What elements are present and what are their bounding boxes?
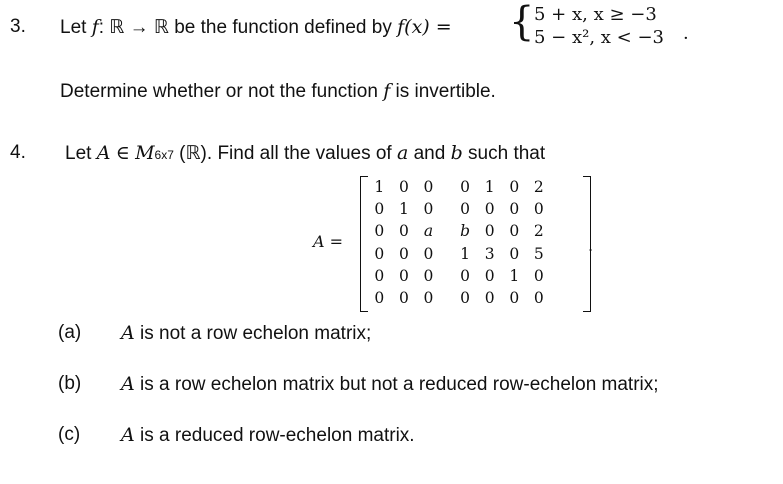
part-b-body: is a row echelon matrix but not a reduced row-echelon matrix; bbox=[140, 374, 659, 395]
problem-3-task-end: is invertible. bbox=[395, 81, 496, 102]
matrix-cell: 0 bbox=[509, 289, 520, 308]
matrix-cell: 0 bbox=[398, 289, 409, 308]
problem-3-task-f: f bbox=[383, 80, 391, 102]
matrix-symbol-A: A bbox=[96, 142, 111, 164]
matrix-cell: 0 bbox=[509, 200, 520, 219]
matrix-row bbox=[367, 176, 551, 198]
matrix-cell: 0 bbox=[484, 266, 495, 285]
matrix-cell: 2 bbox=[533, 178, 544, 197]
matrix-cell: 0 bbox=[460, 178, 471, 197]
part-c bbox=[58, 424, 80, 446]
matrix-cell: 0 bbox=[533, 289, 544, 308]
matrix-cell: 0 bbox=[460, 266, 471, 285]
variable-b: b bbox=[450, 142, 463, 164]
part-b-label: (b) bbox=[58, 373, 82, 394]
matrix-cell: 1 bbox=[460, 244, 471, 263]
matrix-cell: 0 bbox=[484, 222, 495, 241]
matrix-cell: 0 bbox=[374, 244, 385, 263]
problem-3-task-text: Determine whether or not the function bbox=[60, 81, 378, 102]
matrix-cell: 2 bbox=[533, 222, 544, 241]
matrix-cell: 0 bbox=[509, 178, 520, 197]
problem-3-mapping: : ℝ → ℝ be the function defined by bbox=[98, 17, 398, 38]
piecewise-case-1: 5 + x, x ≥ −3 bbox=[534, 4, 657, 25]
part-a-label: (a) bbox=[58, 322, 82, 343]
matrix-cell: a bbox=[423, 222, 434, 241]
matrix-row bbox=[367, 265, 551, 287]
matrix-label bbox=[313, 232, 343, 251]
matrix-cell: 0 bbox=[484, 289, 495, 308]
matrix-cell: 1 bbox=[398, 200, 409, 219]
matrix-cell: 0 bbox=[423, 178, 434, 197]
element-of-symbol: ∈ bbox=[115, 142, 130, 164]
problem-4-field: (ℝ). Find all the values of bbox=[173, 143, 392, 164]
matrix-cell: 0 bbox=[374, 266, 385, 285]
matrix-cell: 1 bbox=[374, 178, 385, 197]
matrix-cell: 0 bbox=[509, 244, 520, 263]
part-b-symbol: A bbox=[121, 373, 135, 395]
part-c-text bbox=[121, 424, 415, 447]
problem-4-let: Let bbox=[65, 143, 92, 164]
matrix-cell: 0 bbox=[423, 266, 434, 285]
matrix-cell: 0 bbox=[423, 200, 434, 219]
matrix-cell: b bbox=[460, 222, 471, 241]
matrix-cell: 0 bbox=[374, 200, 385, 219]
piecewise-end-dot: · bbox=[683, 28, 689, 49]
problem-4-and: and bbox=[413, 143, 446, 164]
matrix-cell: 5 bbox=[533, 244, 544, 263]
matrix-table bbox=[367, 176, 551, 309]
function-definition-label: f(x) = bbox=[397, 16, 452, 38]
piecewise-case-2: 5 − x², x < −3 bbox=[534, 27, 664, 48]
part-c-body: is a reduced row-echelon matrix. bbox=[140, 425, 415, 446]
matrix-cell: 0 bbox=[533, 200, 544, 219]
problem-4-statement bbox=[65, 142, 545, 165]
matrix-period: . bbox=[588, 236, 594, 255]
matrix-cell: 0 bbox=[460, 289, 471, 308]
problem-4-number: 4. bbox=[10, 142, 26, 163]
matrix-row bbox=[367, 243, 551, 265]
matrix-cell: 0 bbox=[509, 222, 520, 241]
matrix-label-text: A = bbox=[313, 232, 344, 251]
part-b bbox=[58, 373, 81, 395]
matrix-space-subscript: 6x7 bbox=[154, 148, 174, 162]
matrix-cell: 0 bbox=[423, 244, 434, 263]
problem-3-let: Let bbox=[60, 17, 92, 38]
matrix-row bbox=[367, 220, 551, 242]
part-a-body: is not a row echelon matrix; bbox=[140, 323, 372, 344]
matrix-cell: 0 bbox=[374, 222, 385, 241]
matrix-row bbox=[367, 198, 551, 220]
matrix-A bbox=[367, 176, 582, 312]
matrix-cell: 1 bbox=[509, 266, 520, 285]
piecewise-brace: { bbox=[509, 0, 535, 45]
problem-3-number: 3. bbox=[10, 16, 26, 37]
matrix-cell: 0 bbox=[398, 266, 409, 285]
problem-4-such-that: such that bbox=[468, 143, 546, 164]
matrix-cell: 0 bbox=[533, 266, 544, 285]
problem-3-statement bbox=[60, 16, 452, 39]
problem-3-task bbox=[60, 80, 496, 103]
part-c-label: (c) bbox=[58, 424, 81, 445]
part-c-symbol: A bbox=[121, 424, 135, 446]
matrix-cell: 0 bbox=[423, 289, 434, 308]
part-a-text bbox=[121, 322, 371, 345]
part-a-symbol: A bbox=[121, 322, 135, 344]
matrix-cell: 0 bbox=[460, 200, 471, 219]
matrix-cell: 0 bbox=[398, 222, 409, 241]
matrix-cell: 3 bbox=[484, 244, 495, 263]
matrix-cell: 0 bbox=[398, 178, 409, 197]
matrix-cell: 0 bbox=[374, 289, 385, 308]
matrix-row bbox=[367, 287, 551, 309]
part-b-text bbox=[121, 373, 659, 396]
function-f: f bbox=[91, 16, 99, 38]
matrix-space-M: M bbox=[135, 142, 155, 164]
part-a bbox=[58, 322, 81, 344]
variable-a: a bbox=[397, 142, 409, 164]
matrix-cell: 1 bbox=[484, 178, 495, 197]
matrix-cell: 0 bbox=[484, 200, 495, 219]
matrix-cell: 0 bbox=[398, 244, 409, 263]
